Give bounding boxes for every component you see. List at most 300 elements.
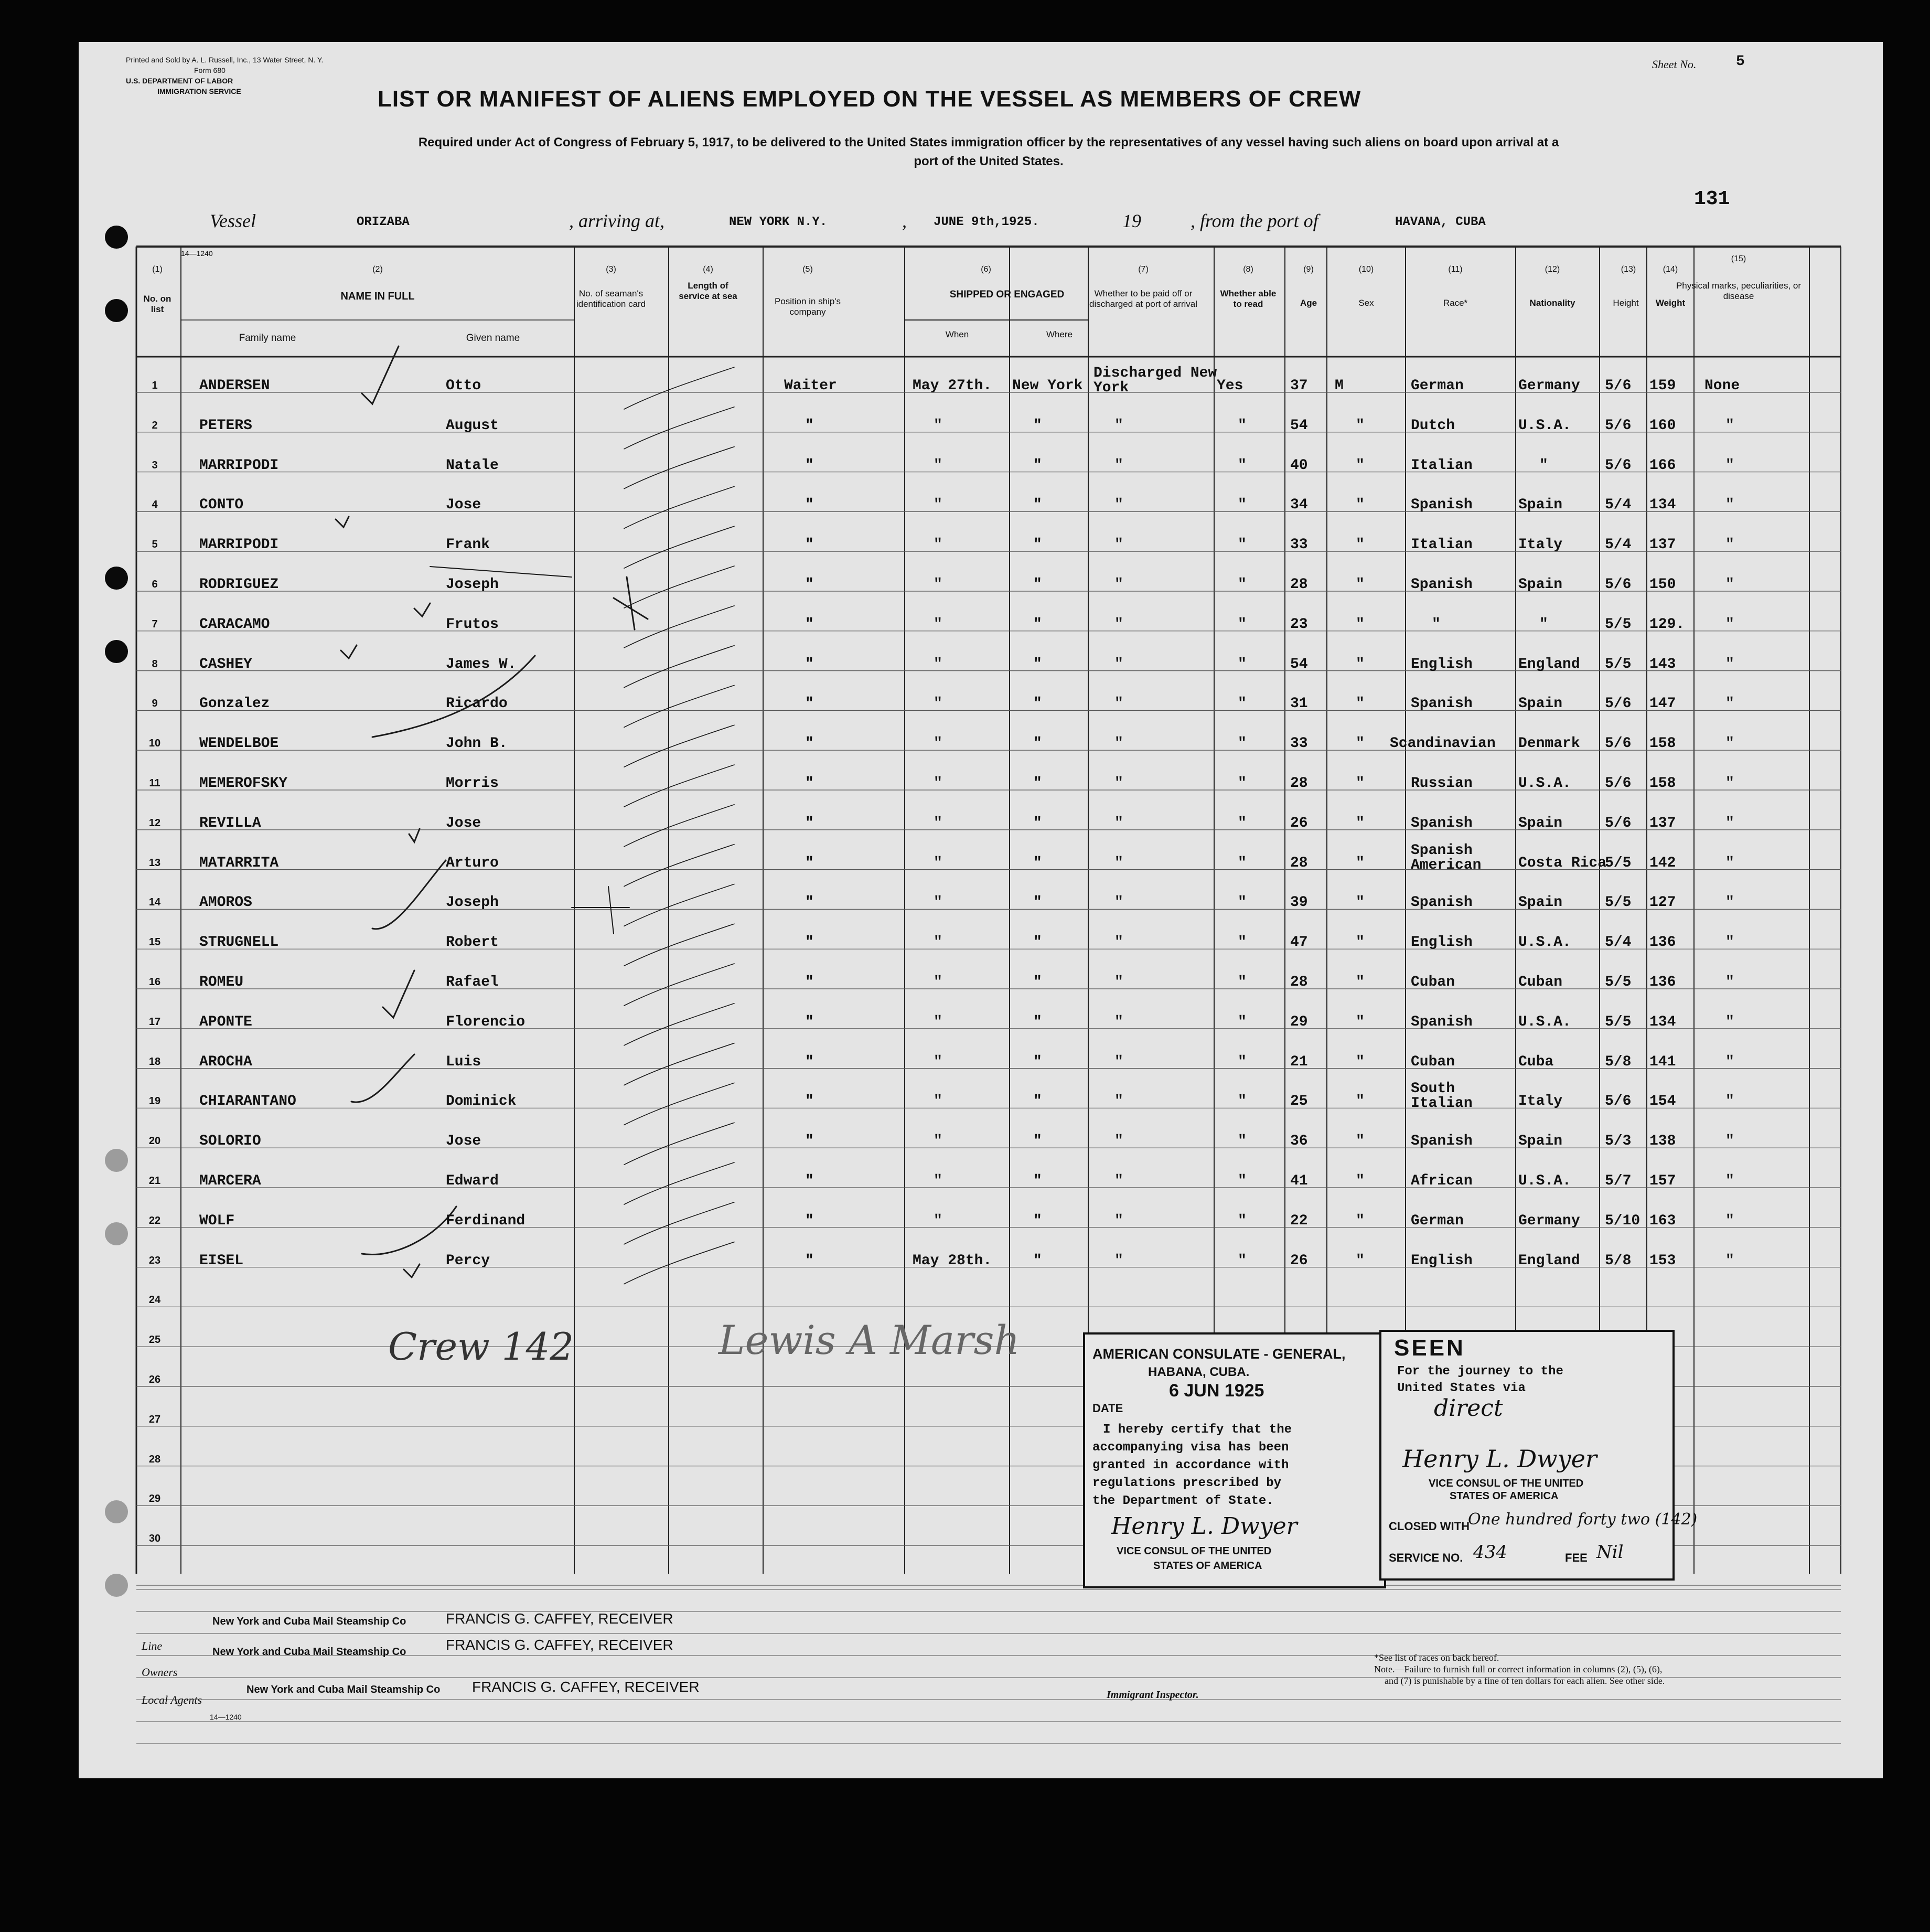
cell-read: " — [1238, 1252, 1247, 1269]
cell-where: " — [1033, 457, 1042, 474]
cell-position: " — [805, 934, 814, 951]
cell-age: 54 — [1290, 656, 1308, 673]
cell-marks: " — [1725, 616, 1734, 633]
cell-race: Spanish — [1411, 894, 1473, 911]
cell-family: MARRIPODI — [199, 537, 279, 553]
header-name-in-full: NAME IN FULL — [340, 291, 415, 302]
consulate-text-2: accompanying visa has been — [1092, 1440, 1289, 1455]
cell-family: ROMEU — [199, 974, 244, 990]
cell-paid: " — [1114, 417, 1123, 434]
cell-when: " — [934, 457, 942, 474]
cell-marks: " — [1725, 1013, 1734, 1030]
cell-race: English — [1411, 656, 1473, 673]
cell-position: Waiter — [784, 378, 837, 394]
col-number-3: (3) — [606, 265, 616, 274]
cell-where: " — [1033, 1013, 1042, 1030]
cell-weight: 142 — [1649, 855, 1676, 871]
agents-label: Local Agents — [142, 1693, 202, 1706]
row-number: 19 — [148, 1095, 161, 1107]
from-port-label: , from the port of — [1191, 210, 1318, 231]
row-number: 2 — [152, 419, 158, 431]
cell-family: AMOROS — [199, 894, 252, 911]
cell-height: 5/8 — [1605, 1053, 1632, 1070]
row-number: 6 — [152, 579, 158, 590]
consulate-date: 6 JUN 1925 — [1169, 1381, 1264, 1401]
cell-where: " — [1033, 1252, 1042, 1269]
cell-given: Otto — [446, 378, 481, 394]
cell-race: Scandinavian — [1390, 735, 1496, 752]
separator: , — [902, 210, 907, 231]
consulate-signature: Henry L. Dwyer — [1111, 1513, 1298, 1540]
cell-paid: " — [1114, 577, 1123, 593]
cell-height: 5/6 — [1605, 735, 1632, 752]
inspector-label: Immigrant Inspector. — [1107, 1689, 1199, 1701]
cell-height: 5/6 — [1605, 378, 1632, 394]
cell-weight: 159 — [1649, 378, 1676, 394]
cell-family: AROCHA — [199, 1053, 252, 1070]
cell-height: 5/5 — [1605, 855, 1632, 871]
consulate-sig-title-1: VICE CONSUL OF THE UNITED — [1117, 1545, 1272, 1557]
header-id-card: No. of seaman's identification card — [576, 289, 646, 309]
cell-sex: " — [1356, 537, 1365, 553]
cell-where: " — [1033, 1133, 1042, 1150]
cell-paid: " — [1114, 696, 1123, 712]
cell-age: 26 — [1290, 815, 1308, 831]
cell-where: " — [1033, 1053, 1042, 1070]
cell-age: 36 — [1290, 1133, 1308, 1150]
cell-sex: " — [1356, 1053, 1365, 1070]
cell-read: " — [1238, 934, 1247, 951]
header-given-name: Given name — [466, 333, 520, 344]
cell-nationality: Spain — [1518, 577, 1563, 593]
cell-age: 28 — [1290, 855, 1308, 871]
row-number: 5 — [152, 539, 158, 551]
row-number: 28 — [148, 1453, 161, 1465]
cell-read: " — [1238, 1173, 1247, 1189]
cell-marks: " — [1725, 735, 1734, 752]
cell-where: " — [1033, 1093, 1042, 1110]
cell-given: Luis — [446, 1053, 481, 1070]
cell-marks: " — [1725, 894, 1734, 911]
cell-age: 33 — [1290, 735, 1308, 752]
cell-paid: " — [1114, 1133, 1123, 1150]
row-number: 3 — [152, 459, 158, 471]
cell-sex: " — [1356, 735, 1365, 752]
col-number-13: (13) — [1621, 265, 1636, 274]
cell-height: 5/5 — [1605, 1013, 1632, 1030]
cell-sex: " — [1356, 616, 1365, 633]
row-number: 29 — [148, 1493, 161, 1505]
cell-family: CONTO — [199, 497, 244, 514]
cell-family: MATARRITA — [199, 855, 279, 871]
consulate-sig-title-2: STATES OF AMERICA — [1153, 1560, 1262, 1572]
col-number-2: (2) — [372, 265, 383, 274]
cell-marks: " — [1725, 1173, 1734, 1189]
cell-read: " — [1238, 616, 1247, 633]
cell-age: 41 — [1290, 1173, 1308, 1189]
cell-nationality: England — [1518, 656, 1580, 673]
departure-port: HAVANA, CUBA — [1395, 215, 1486, 229]
cell-when: May 28th. — [913, 1252, 992, 1269]
note-races: *See list of races on back hereof. — [1374, 1652, 1499, 1663]
cell-height: 5/3 — [1605, 1133, 1632, 1150]
cell-family: MARRIPODI — [199, 457, 279, 474]
cell-marks: " — [1725, 417, 1734, 434]
cell-when: " — [934, 974, 942, 990]
header-when: When — [945, 329, 969, 339]
cell-where: " — [1033, 616, 1042, 633]
row-number: 11 — [149, 777, 160, 789]
header-position: Position in ship's company — [774, 296, 841, 317]
cell-height: 5/8 — [1605, 1252, 1632, 1269]
seen-sig-title-1: VICE CONSUL OF THE UNITED — [1429, 1478, 1584, 1489]
cell-nationality: Costa Rica — [1518, 855, 1607, 871]
page-title: LIST OR MANIFEST OF ALIENS EMPLOYED ON THE VESSEL AS MEMBERS OF CREW — [378, 86, 1361, 112]
cell-race: Italian — [1411, 457, 1473, 474]
cell-given: Ferdinand — [446, 1212, 526, 1229]
cell-race: Spanish — [1411, 815, 1473, 831]
cell-given: James W. — [446, 656, 517, 673]
cell-nationality: U.S.A. — [1518, 934, 1571, 951]
cell-sex: " — [1356, 1173, 1365, 1189]
header-race: Race* — [1443, 298, 1468, 308]
header-height: Height — [1613, 298, 1639, 308]
cell-where: " — [1033, 537, 1042, 553]
cell-paid: " — [1114, 855, 1123, 871]
cell-given: Edward — [446, 1173, 499, 1189]
cell-age: 33 — [1290, 537, 1308, 553]
closed-with-label: CLOSED WITH — [1389, 1520, 1470, 1533]
cell-nationality: Denmark — [1518, 735, 1580, 752]
header-marks: Physical marks, peculiarities, or disease — [1676, 281, 1802, 301]
cell-race: African — [1411, 1173, 1473, 1189]
cell-read: " — [1238, 1093, 1247, 1110]
row-number: 18 — [148, 1055, 161, 1068]
cell-race: Spanish — [1411, 696, 1473, 712]
row-number: 20 — [148, 1135, 161, 1147]
cell-height: 5/10 — [1605, 1212, 1641, 1229]
header-family-name: Family name — [239, 333, 296, 344]
cell-age: 47 — [1290, 934, 1308, 951]
cell-sex: " — [1356, 934, 1365, 951]
cell-where: " — [1033, 417, 1042, 434]
cell-read: " — [1238, 775, 1247, 792]
arrival-port: NEW YORK N.Y. — [729, 215, 828, 229]
cell-when: May 27th. — [913, 378, 992, 394]
cell-position: " — [805, 894, 814, 911]
cell-age: 28 — [1290, 974, 1308, 990]
service: IMMIGRATION SERVICE — [157, 87, 241, 95]
cell-sex: M — [1335, 378, 1344, 394]
cell-height: 5/6 — [1605, 696, 1632, 712]
cell-when: " — [934, 1093, 942, 1110]
cell-paid: " — [1114, 815, 1123, 831]
row-number: 27 — [148, 1413, 161, 1425]
cell-age: 22 — [1290, 1212, 1308, 1229]
cell-where: " — [1033, 1173, 1042, 1189]
cell-weight: 150 — [1649, 577, 1676, 593]
cell-marks: " — [1725, 775, 1734, 792]
col-number-12: (12) — [1545, 265, 1560, 274]
cell-weight: 127 — [1649, 894, 1676, 911]
cell-marks: " — [1725, 497, 1734, 514]
cell-where: " — [1033, 497, 1042, 514]
row-number: 25 — [148, 1334, 161, 1346]
cell-when: " — [934, 735, 942, 752]
row-number: 17 — [148, 1016, 161, 1028]
cell-age: 31 — [1290, 696, 1308, 712]
cell-race: Italian — [1411, 537, 1473, 553]
col-number-10: (10) — [1358, 265, 1374, 274]
cell-where: " — [1033, 735, 1042, 752]
cell-weight: 147 — [1649, 696, 1676, 712]
cell-nationality: Germany — [1518, 378, 1580, 394]
cell-age: 34 — [1290, 497, 1308, 514]
consulate-line-2: HABANA, CUBA. — [1148, 1365, 1250, 1379]
cell-weight: 166 — [1649, 457, 1676, 474]
cell-nationality: Spain — [1518, 696, 1563, 712]
cell-where: " — [1033, 815, 1042, 831]
cell-family: RODRIGUEZ — [199, 577, 279, 593]
cell-marks: " — [1725, 815, 1734, 831]
cell-read: " — [1238, 417, 1247, 434]
cell-height: 5/6 — [1605, 815, 1632, 831]
cell-sex: " — [1356, 1013, 1365, 1030]
cell-given: Jose — [446, 497, 481, 514]
cell-given: Joseph — [446, 894, 499, 911]
cell-paid: " — [1114, 1212, 1123, 1229]
cell-sex: " — [1356, 656, 1365, 673]
cell-given: Ricardo — [446, 696, 508, 712]
cell-age: 29 — [1290, 1013, 1308, 1030]
cell-family: EISEL — [199, 1252, 244, 1269]
cell-weight: 136 — [1649, 934, 1676, 951]
cell-paid: " — [1114, 656, 1123, 673]
cell-position: " — [805, 577, 814, 593]
cell-nationality: U.S.A. — [1518, 775, 1571, 792]
cell-when: " — [934, 934, 942, 951]
cell-weight: 157 — [1649, 1173, 1676, 1189]
consulate-line-1: AMERICAN CONSULATE - GENERAL, — [1092, 1346, 1346, 1362]
cell-position: " — [805, 1093, 814, 1110]
subtitle-line-1: Required under Act of Congress of February 5, 1917, to be delivered to the United States immigration officer by the representatives of any vessel having such aliens on board upon arrival at a — [418, 135, 1559, 150]
cell-read: " — [1238, 577, 1247, 593]
cell-nationality: Italy — [1518, 1093, 1563, 1110]
cell-weight: 154 — [1649, 1093, 1676, 1110]
cell-nationality: Spain — [1518, 894, 1563, 911]
cell-position: " — [805, 1212, 814, 1229]
form-number: Form 680 — [194, 66, 226, 74]
seen-stamp — [1379, 1330, 1698, 1581]
cell-given: Joseph — [446, 577, 499, 593]
note-line-1: Note.—Failure to furnish full or correct information in columns (2), (5), (6), — [1374, 1664, 1663, 1674]
cell-weight: 134 — [1649, 497, 1676, 514]
header-where: Where — [1046, 329, 1073, 339]
consulate-text-4: regulations prescribed by — [1092, 1476, 1282, 1490]
cell-race: Spanish American — [1411, 842, 1482, 873]
fee-value: Nil — [1596, 1542, 1624, 1563]
cell-nationality: Germany — [1518, 1212, 1580, 1229]
row-number: 22 — [148, 1214, 161, 1226]
cell-read: " — [1238, 855, 1247, 871]
cell-nationality: England — [1518, 1252, 1580, 1269]
cell-height: 5/5 — [1605, 616, 1632, 633]
sheet-label: Sheet No. — [1652, 58, 1697, 71]
col-number-11: (11) — [1448, 265, 1463, 274]
cell-when: " — [934, 1212, 942, 1229]
cell-nationality: Cuban — [1518, 974, 1563, 990]
cell-family: CHIARANTANO — [199, 1093, 296, 1110]
cell-paid: " — [1114, 616, 1123, 633]
cell-position: " — [805, 457, 814, 474]
cell-sex: " — [1356, 1252, 1365, 1269]
cell-nationality: Italy — [1518, 537, 1563, 553]
cell-marks: " — [1725, 1252, 1734, 1269]
cell-age: 26 — [1290, 1252, 1308, 1269]
cell-paid: " — [1114, 497, 1123, 514]
cell-age: 54 — [1290, 417, 1308, 434]
cell-sex: " — [1356, 1133, 1365, 1150]
col-number-6: (6) — [981, 265, 991, 274]
cell-race: Dutch — [1411, 417, 1455, 434]
row-number: 4 — [152, 499, 158, 511]
row-number: 23 — [148, 1254, 161, 1266]
cell-given: John B. — [446, 735, 508, 752]
cell-family: Gonzalez — [199, 696, 270, 712]
cell-race: Spanish — [1411, 1133, 1473, 1150]
header-no-on-list: No. on list — [143, 294, 171, 314]
closed-with-value: One hundred forty two (142) — [1468, 1510, 1698, 1529]
cell-weight: 143 — [1649, 656, 1676, 673]
line-receiver: FRANCIS G. CAFFEY, RECEIVER — [446, 1610, 673, 1627]
cell-when: " — [934, 1173, 942, 1189]
col-number-4: (4) — [703, 265, 713, 274]
handwritten-signature: Lewis A Marsh — [719, 1317, 1020, 1363]
cell-given: Arturo — [446, 855, 499, 871]
cell-family: MARCERA — [199, 1173, 261, 1189]
cell-sex: " — [1356, 1093, 1365, 1110]
col-number-14: (14) — [1663, 265, 1678, 274]
row-number: 13 — [148, 857, 161, 869]
page-number: 131 — [1694, 188, 1730, 210]
cell-weight: 137 — [1649, 537, 1676, 553]
cell-when: " — [934, 1133, 942, 1150]
cell-height: 5/7 — [1605, 1173, 1632, 1189]
cell-sex: " — [1356, 696, 1365, 712]
seen-line-2: United States via — [1397, 1381, 1526, 1395]
cell-sex: " — [1356, 497, 1365, 514]
cell-age: 40 — [1290, 457, 1308, 474]
cell-position: " — [805, 656, 814, 673]
cell-paid: " — [1114, 1053, 1123, 1070]
footer-form-code: 14—1240 — [210, 1713, 242, 1721]
cell-position: " — [805, 1133, 814, 1150]
cell-family: WOLF — [199, 1212, 235, 1229]
row-number: 12 — [148, 817, 161, 829]
cell-family: STRUGNELL — [199, 934, 279, 951]
agents-company: New York and Cuba Mail Steamship Co — [246, 1684, 441, 1695]
sheet-number: 5 — [1736, 54, 1745, 70]
cell-position: " — [805, 855, 814, 871]
cell-marks: " — [1725, 577, 1734, 593]
header-sex: Sex — [1358, 298, 1374, 308]
cell-family: SOLORIO — [199, 1133, 261, 1150]
header-paid-off: Whether to be paid off or discharged at port of arrival — [1089, 289, 1197, 309]
cell-sex: " — [1356, 775, 1365, 792]
cell-weight: 158 — [1649, 735, 1676, 752]
row-number: 8 — [152, 658, 158, 670]
cell-where: " — [1033, 775, 1042, 792]
cell-nationality: U.S.A. — [1518, 1013, 1571, 1030]
service-no-value: 434 — [1473, 1542, 1507, 1563]
cell-height: 5/4 — [1605, 497, 1632, 514]
cell-nationality: Spain — [1518, 497, 1563, 514]
note-line-2: and (7) is punishable by a fine of ten dollars for each alien. See other side. — [1385, 1675, 1665, 1686]
cell-age: 23 — [1290, 616, 1308, 633]
cell-paid: " — [1114, 1252, 1123, 1269]
cell-race: Russian — [1411, 775, 1473, 792]
seen-sig-title-2: STATES OF AMERICA — [1450, 1490, 1559, 1502]
cell-sex: " — [1356, 577, 1365, 593]
row-number: 9 — [152, 698, 158, 710]
cell-position: " — [805, 1053, 814, 1070]
line-label: Line — [142, 1639, 163, 1652]
cell-paid: Discharged New York — [1093, 365, 1217, 396]
cell-weight: 138 — [1649, 1133, 1676, 1150]
cell-sex: " — [1356, 815, 1365, 831]
cell-nationality: U.S.A. — [1518, 417, 1571, 434]
cell-height: 5/6 — [1605, 1093, 1632, 1110]
consulate-text-1: I hereby certify that the — [1103, 1423, 1292, 1437]
row-number: 30 — [148, 1533, 161, 1545]
cell-paid: " — [1114, 934, 1123, 951]
col-number-9: (9) — [1303, 265, 1314, 274]
vessel-label: Vessel — [210, 210, 256, 231]
row-number: 21 — [148, 1175, 161, 1187]
cell-when: " — [934, 577, 942, 593]
cell-position: " — [805, 1173, 814, 1189]
col-number-5: (5) — [802, 265, 813, 274]
cell-race: Spanish — [1411, 497, 1473, 514]
cell-position: " — [805, 417, 814, 434]
cell-given: Robert — [446, 934, 499, 951]
row-number: 14 — [148, 896, 161, 909]
cell-sex: " — [1356, 1212, 1365, 1229]
cell-race: English — [1411, 934, 1473, 951]
cell-when: " — [934, 537, 942, 553]
cell-read: " — [1238, 1013, 1247, 1030]
cell-given: Jose — [446, 815, 481, 831]
cell-marks: " — [1725, 974, 1734, 990]
cell-race: Cuban — [1411, 974, 1455, 990]
seen-signature: Henry L. Dwyer — [1402, 1445, 1597, 1473]
cell-family: ANDERSEN — [199, 378, 270, 394]
cell-where: New York — [1012, 378, 1083, 394]
cell-marks: " — [1725, 1093, 1734, 1110]
year-label: 19 — [1122, 210, 1141, 231]
row-number: 7 — [152, 618, 158, 630]
cell-sex: " — [1356, 457, 1365, 474]
header-age: Age — [1300, 298, 1317, 308]
cell-when: " — [934, 656, 942, 673]
cell-age: 39 — [1290, 894, 1308, 911]
cell-marks: " — [1725, 696, 1734, 712]
cell-position: " — [805, 1013, 814, 1030]
fee-label: FEE — [1565, 1551, 1588, 1564]
department: U.S. DEPARTMENT OF LABOR — [126, 77, 233, 85]
cell-where: " — [1033, 1212, 1042, 1229]
cell-paid: " — [1114, 775, 1123, 792]
